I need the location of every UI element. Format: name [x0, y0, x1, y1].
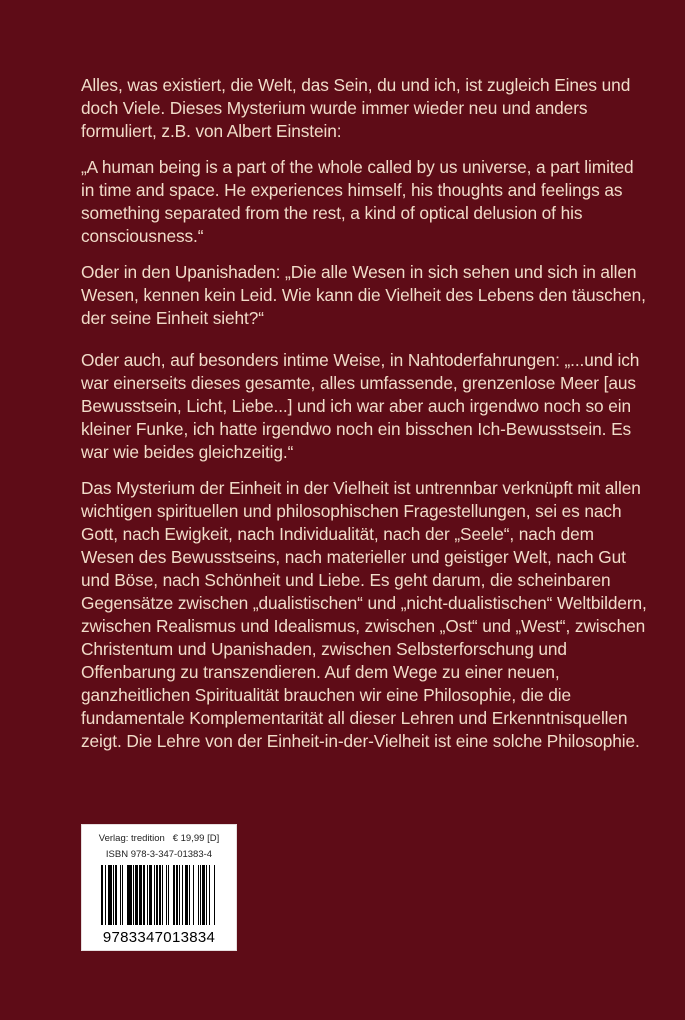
einstein-quote-paragraph: „A human being is a part of the whole called by us universe, a part limited in time and space. He experiences himself, his thoughts and feelings as something separated from the rest, a kind of optical delusion of his consciousness.“ [81, 157, 634, 246]
back-cover-text [81, 74, 647, 753]
nahtod-quote-paragraph: Oder auch, auf besonders intime Weise, in Nahtoderfahrungen: „...und ich war einerseits dieses gesamte, alles umfassende, grenzenlose Meer [aus Bewusstsein, Licht, Liebe...] und ich war aber auch irgendwo noch so ein kleiner Funke, ich hatte irgendwo noch ein bisschen Ich-Bewusstsein. Es war wie beides gleichzeitig.“ [81, 350, 640, 462]
upanishaden-quote-paragraph: Oder in den Upanishaden: „Die alle Wesen in sich sehen und sich in allen Wesen, kennen kein Leid. Wie kann die Vielheit des Lebens den täuschen, der seine Einheit sieht?“ [81, 262, 646, 328]
intro-paragraph: Alles, was existiert, die Welt, das Sein, du und ich, ist zugleich Eines und doch Viele. Dieses Mysterium wurde immer wieder neu und anders formuliert, z.B. von Albert Einstein: [81, 75, 631, 141]
mysterium-paragraph: Das Mysterium der Einheit in der Vielheit ist untrennbar verknüpft mit allen wichtigen spirituellen und philosophischen Fragestellungen, sei es nach Gott, nach Ewigkeit, nach Individualität, nach der „Seele“, nach dem Wesen des Bewusstseins, nach materieller und geistiger Welt, nach Gut und Böse, nach Schönheit und Liebe. Es geht darum, die scheinbaren Gegensätze zwischen „dualistischen“ und „nicht-dualistischen“ Weltbildern, zwischen Realismus und Idealismus, zwischen „Ost“ und „West“, zwischen Christentum und Upanishaden, zwischen Selbsterforschung und Offenbarung zu transzendieren. Auf dem Wege zu einer neuen, ganzheitlichen Spiritualität brauchen wir eine Philosophie, die die fundamentale Komplementarität all dieser Lehren und Erkenntnisquellen zeigt. Die Lehre von der Einheit-in-der-Vielheit ist eine solche Philosophie. [81, 478, 647, 751]
isbn-line: ISBN 978-3-347-01383-4 [105, 849, 213, 860]
ean-digits: 9783347013834 [102, 929, 216, 946]
isbn-barcode-label [81, 824, 237, 951]
barcode-bars [101, 865, 217, 925]
publisher-price-line: Verlag: tredition € 19,99 [D] [98, 833, 220, 844]
